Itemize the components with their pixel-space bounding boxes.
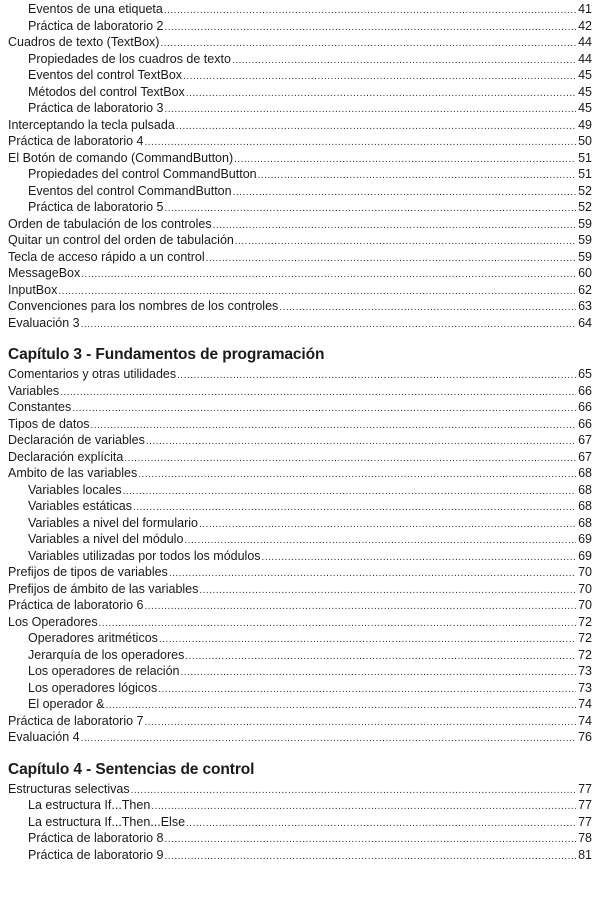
dot-leader (131, 783, 576, 800)
toc-entry-page: 41 (578, 2, 592, 16)
toc-entry-page: 72 (578, 647, 592, 662)
toc-entry-title: El Botón de comando (CommandButton) (8, 150, 234, 165)
dot-leader (213, 218, 576, 235)
toc-entry[interactable] (8, 814, 592, 831)
toc-entry[interactable] (8, 416, 592, 433)
toc-entry-title: Práctica de laboratorio 3 (28, 101, 164, 115)
toc-entry-title: Evaluación 4 (8, 730, 80, 744)
toc-entry[interactable] (8, 34, 592, 51)
toc-entry-page: 59 (578, 249, 592, 264)
toc-entry-page: 70 (578, 565, 592, 579)
toc-entry-page: 76 (578, 730, 592, 744)
toc-entry-title: Variables estáticas (28, 499, 132, 513)
toc-entry[interactable] (8, 216, 592, 233)
toc-entry[interactable] (8, 647, 592, 664)
dot-leader (232, 53, 576, 70)
toc-entry[interactable] (8, 449, 592, 466)
dot-leader (123, 484, 576, 501)
dot-leader (145, 715, 577, 732)
toc-entry-page: 77 (578, 781, 592, 796)
toc-entry-title: Variables utilizadas por todos los módulos (28, 548, 261, 563)
toc-entry-page: 69 (578, 532, 592, 546)
toc-entry-page: 45 (578, 84, 592, 99)
toc-entry-page: 44 (578, 35, 592, 49)
toc-entry[interactable] (8, 548, 592, 565)
toc-entry-title: Operadores aritméticos (28, 631, 158, 645)
toc-entry[interactable] (8, 383, 592, 400)
toc-entry-page: 67 (578, 433, 592, 447)
toc-entry-title: Convenciones para los nombres de los controles (8, 299, 279, 313)
toc-entry-page: 60 (578, 266, 592, 280)
toc-entry-page: 81 (578, 847, 592, 862)
toc-entry[interactable] (8, 597, 592, 614)
toc-entry[interactable] (8, 1, 592, 18)
toc-entry-page: 68 (578, 482, 592, 497)
toc-entry[interactable] (8, 84, 592, 101)
dot-leader (146, 434, 576, 451)
dot-leader (186, 86, 576, 103)
toc-entry-title: Evaluación 3 (8, 315, 80, 330)
toc-entry-page: 69 (578, 548, 592, 563)
toc-entry[interactable] (8, 51, 592, 68)
toc-entry-page: 70 (578, 598, 592, 612)
toc-entry-page: 51 (578, 150, 592, 165)
toc-entry[interactable] (8, 150, 592, 167)
dot-leader (145, 599, 577, 616)
toc-entry[interactable] (8, 847, 592, 864)
toc-entry-title: Propiedades de los cuadros de texto (28, 51, 231, 66)
toc-entry[interactable] (8, 482, 592, 499)
dot-leader (72, 401, 576, 418)
toc-entry-page: 72 (578, 614, 592, 629)
toc-entry-title: Declaración de variables (8, 433, 145, 447)
dot-leader (206, 251, 576, 268)
toc-entry[interactable] (8, 265, 592, 282)
dot-leader (81, 317, 576, 334)
dot-leader (99, 616, 576, 633)
toc-entry[interactable] (8, 232, 592, 249)
dot-leader (199, 517, 576, 534)
toc-entry-page: 77 (578, 798, 592, 812)
toc-entry-page: 44 (578, 51, 592, 66)
dot-leader (233, 185, 576, 202)
toc-entry-page: 78 (578, 831, 592, 845)
toc-entry[interactable] (8, 366, 592, 383)
chapter-heading: Capítulo 3 - Fundamentos de programación (8, 346, 325, 363)
toc-entry[interactable] (8, 133, 592, 150)
dot-leader (105, 698, 576, 715)
toc-entry-title: Prefijos de ámbito de las variables (8, 581, 199, 596)
toc-entry[interactable] (8, 531, 592, 548)
toc-entry-title: Práctica de laboratorio 5 (28, 200, 164, 214)
toc-entry-title: Variables a nivel del módulo (28, 532, 184, 546)
toc-entry[interactable] (8, 199, 592, 216)
toc-entry[interactable] (8, 581, 592, 598)
toc-entry[interactable] (8, 432, 592, 449)
dot-leader (91, 418, 576, 435)
dot-leader (81, 267, 576, 284)
toc-entry[interactable] (8, 614, 592, 631)
toc-entry-title: Métodos del control TextBox (28, 84, 185, 99)
toc-entry-page: 67 (578, 449, 592, 464)
toc-entry-title: El operador & (28, 697, 105, 711)
dot-leader (234, 152, 576, 169)
toc-entry-title: Comentarios y otras utilidades (8, 367, 177, 381)
toc-entry-title: Práctica de laboratorio 2 (28, 18, 164, 33)
toc-entry-page: 59 (578, 233, 592, 247)
dot-leader (235, 234, 576, 251)
toc-entry-page: 52 (578, 200, 592, 214)
toc-entry[interactable] (8, 18, 592, 35)
toc-entry-page: 72 (578, 631, 592, 645)
toc-entry-page: 73 (578, 664, 592, 678)
toc-entry[interactable] (8, 117, 592, 134)
chapter-heading: Capítulo 4 - Sentencias de control (8, 760, 255, 778)
toc-entry[interactable] (8, 298, 592, 315)
toc-entry-page: 74 (578, 713, 592, 728)
toc-entry-title: Constantes (8, 400, 72, 414)
toc-entry-page: 52 (578, 183, 592, 198)
toc-entry-title: Eventos de una etiqueta (28, 2, 163, 16)
toc-entry-page: 51 (578, 167, 592, 181)
toc-entry-page: 45 (578, 68, 592, 82)
toc-entry-title: Variables a nivel del formulario (28, 515, 198, 530)
dot-leader (159, 632, 576, 649)
toc-entry[interactable] (8, 249, 592, 266)
toc-entry[interactable] (8, 630, 592, 647)
toc-entry-title: Orden de tabulación de los controles (8, 216, 212, 231)
dot-leader (165, 201, 577, 218)
toc-entry-title: InputBox (8, 282, 58, 297)
toc-entry-title: Los operadores de relación (28, 664, 180, 678)
toc-entry-page: 68 (578, 466, 592, 480)
toc-entry[interactable] (8, 564, 592, 581)
dot-leader (138, 467, 576, 484)
toc-entry-page: 59 (578, 216, 592, 231)
toc-entry[interactable] (8, 680, 592, 697)
toc-entry-page: 42 (578, 18, 592, 33)
toc-entry-title: Práctica de laboratorio 9 (28, 847, 164, 862)
toc-entry[interactable] (8, 797, 592, 814)
dot-leader (183, 69, 576, 86)
dot-leader (199, 583, 576, 600)
toc-entry-page: 74 (578, 697, 592, 711)
dot-leader (176, 119, 576, 136)
toc-entry-title: Los operadores lógicos (28, 680, 158, 695)
toc-entry-title: La estructura If...Then...Else (28, 814, 186, 829)
toc-entry-page: 68 (578, 515, 592, 530)
dot-leader (81, 731, 576, 748)
toc-entry-title: Jerarquía de los operadores (28, 647, 185, 662)
toc-entry-title: MessageBox (8, 266, 81, 280)
toc-entry[interactable] (8, 515, 592, 532)
toc-entry-title: Práctica de laboratorio 4 (8, 134, 144, 148)
dot-leader (165, 832, 577, 849)
toc-entry-title: Los Operadores (8, 614, 98, 629)
dot-leader (165, 102, 577, 119)
toc-entry-title: Estructuras selectivas (8, 781, 130, 796)
toc-entry-title: Tecla de acceso rápido a un control (8, 249, 205, 264)
toc-entry[interactable] (8, 781, 592, 798)
toc-entry-page: 66 (578, 416, 592, 431)
toc-entry-page: 45 (578, 101, 592, 115)
toc-entry-title: Variables (8, 383, 60, 398)
dot-leader (60, 385, 576, 402)
toc-entry-title: Tipos de datos (8, 416, 90, 431)
toc-entry-page: 66 (578, 400, 592, 414)
dot-leader (181, 665, 577, 682)
toc-entry-title: Propiedades del control CommandButton (28, 167, 257, 181)
toc-entry[interactable] (8, 465, 592, 482)
toc-entry-page: 68 (578, 499, 592, 513)
toc-entry-page: 50 (578, 134, 592, 148)
toc-entry[interactable] (8, 100, 592, 117)
toc-entry-title: Quitar un control del orden de tabulación (8, 233, 234, 247)
toc-entry[interactable] (8, 729, 592, 746)
table-of-contents (8, 0, 592, 863)
toc-entry-title: Ambito de las variables (8, 466, 138, 480)
toc-entry-page: 65 (578, 367, 592, 381)
toc-entry-page: 63 (578, 299, 592, 313)
dot-leader (158, 682, 576, 699)
toc-entry-page: 73 (578, 680, 592, 695)
dot-leader (164, 3, 576, 20)
dot-leader (151, 799, 576, 816)
dot-leader (279, 300, 576, 317)
toc-entry-title: Interceptando la tecla pulsada (8, 117, 175, 132)
toc-entry-page: 49 (578, 117, 592, 132)
toc-entry-title: Prefijos de tipos de variables (8, 565, 168, 579)
toc-entry-page: 66 (578, 383, 592, 398)
dot-leader (133, 500, 576, 517)
toc-entry[interactable] (8, 830, 592, 847)
toc-entry-title: Eventos del control TextBox (28, 68, 183, 82)
toc-entry-title: Declaración explícita (8, 449, 124, 464)
toc-entry-title: Práctica de laboratorio 7 (8, 713, 144, 728)
dot-leader (165, 20, 577, 37)
dot-leader (185, 649, 576, 666)
toc-entry[interactable] (8, 498, 592, 515)
toc-entry[interactable] (8, 183, 592, 200)
dot-leader (165, 849, 577, 866)
toc-entry-page: 70 (578, 581, 592, 596)
toc-entry[interactable] (8, 282, 592, 299)
toc-entry-title: Práctica de laboratorio 6 (8, 598, 144, 612)
dot-leader (258, 168, 576, 185)
toc-entry[interactable] (8, 67, 592, 84)
toc-entry[interactable] (8, 713, 592, 730)
dot-leader (177, 368, 576, 385)
toc-entry-title: Práctica de laboratorio 8 (28, 831, 164, 845)
toc-entry-title: Cuadros de texto (TextBox) (8, 35, 160, 49)
toc-entry[interactable] (8, 166, 592, 183)
toc-entry[interactable] (8, 663, 592, 680)
toc-entry-title: Eventos del control CommandButton (28, 183, 232, 198)
dot-leader (262, 550, 576, 567)
toc-entry-title: Variables locales (28, 482, 122, 497)
toc-entry-page: 64 (578, 315, 592, 330)
toc-entry-page: 77 (578, 814, 592, 829)
dot-leader (186, 816, 576, 833)
dot-leader (169, 566, 576, 583)
toc-entry-page: 62 (578, 282, 592, 297)
toc-entry[interactable] (8, 696, 592, 713)
dot-leader (124, 451, 576, 468)
toc-entry[interactable] (8, 315, 592, 332)
toc-entry[interactable] (8, 399, 592, 416)
toc-entry-title: La estructura If...Then (28, 798, 151, 812)
